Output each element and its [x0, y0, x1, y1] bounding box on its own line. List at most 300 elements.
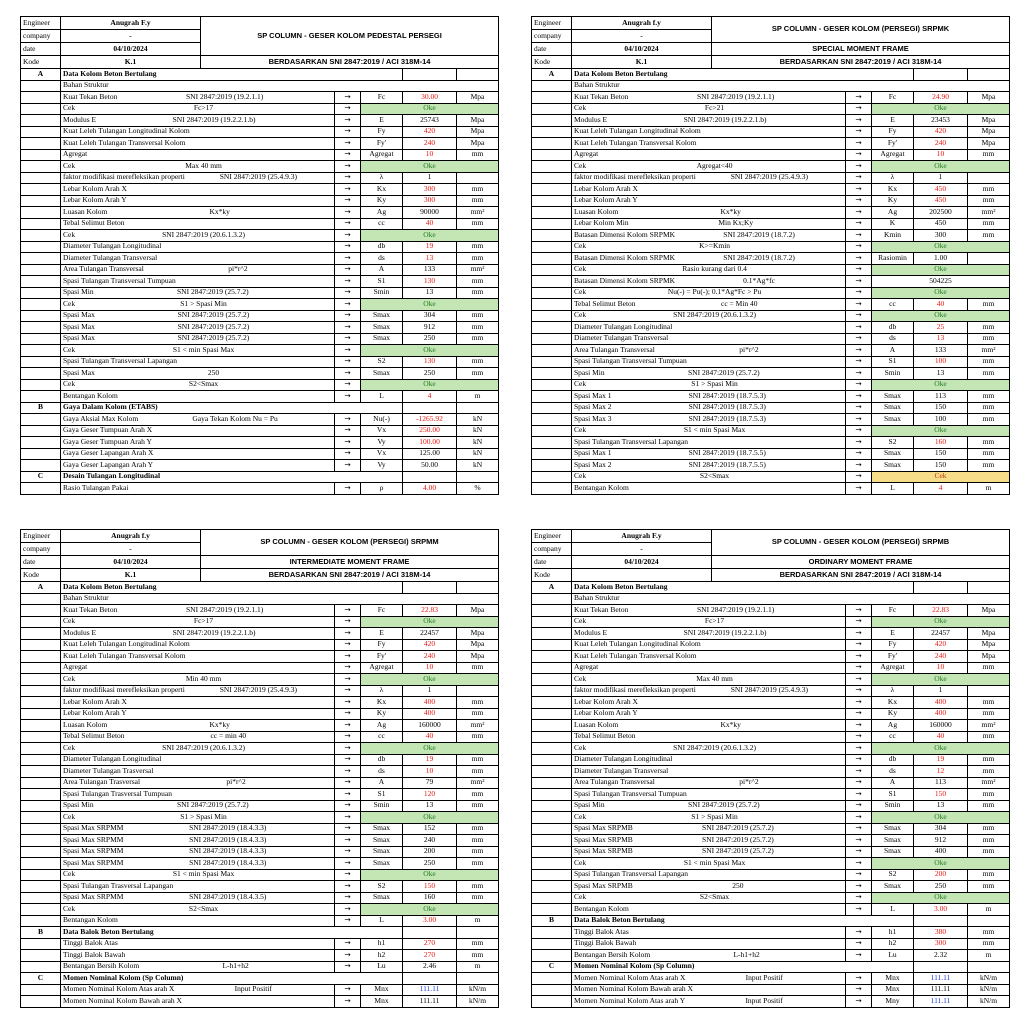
- cell-symbol: Fc: [872, 92, 914, 104]
- arrow-right-icon: →: [335, 743, 361, 755]
- cell-value[interactable]: 420: [403, 639, 457, 651]
- cell-value[interactable]: 4: [914, 483, 968, 495]
- cell-desc: [572, 708, 846, 720]
- desc-formula-wrap: [63, 721, 332, 730]
- row-margin-cell: [21, 674, 61, 686]
- cell-unit: mm: [968, 869, 1010, 881]
- cell-value[interactable]: 19: [403, 241, 457, 253]
- cell-desc: [61, 915, 335, 927]
- empty-value-cell: [403, 471, 457, 483]
- cell-desc: [61, 161, 335, 173]
- cell-desc: [61, 241, 335, 253]
- row-margin-cell: [21, 823, 61, 835]
- worksheet-persegi-srpmk: [531, 16, 1010, 495]
- cell-value[interactable]: 19: [403, 754, 457, 766]
- desc-label: Area Tulangan Transversal: [574, 344, 655, 354]
- check-result-cell: Oke: [361, 161, 499, 173]
- cell-value[interactable]: 30.00: [403, 92, 457, 104]
- company-value[interactable]: -: [61, 543, 201, 556]
- cell-unit: [968, 685, 1010, 697]
- desc-label: Lebar Kolom Arah X: [63, 183, 127, 193]
- cell-desc: [61, 651, 335, 663]
- cell-value[interactable]: 111.11: [914, 996, 968, 1008]
- desc-formula-wrap: [574, 698, 843, 707]
- cell-value[interactable]: 300: [914, 938, 968, 950]
- arrow-right-icon: →: [335, 685, 361, 697]
- row-margin-cell: [532, 448, 572, 460]
- cell-unit: Mpa: [968, 92, 1010, 104]
- data-row: [21, 835, 499, 847]
- desc-formula-wrap: [574, 415, 843, 424]
- section-row: [532, 961, 1010, 973]
- cell-unit: Mpa: [968, 639, 1010, 651]
- engineer-value[interactable]: Anugrah F.y: [61, 17, 201, 30]
- cell-value[interactable]: 400: [914, 708, 968, 720]
- check-row: [21, 161, 499, 173]
- arrow-right-icon: →: [846, 938, 872, 950]
- cell-value[interactable]: 10: [914, 149, 968, 161]
- cell-value[interactable]: 400: [403, 708, 457, 720]
- desc-label: Area Tulangan Transversal: [574, 777, 655, 787]
- cell-value[interactable]: 250.00: [403, 425, 457, 437]
- cell-value[interactable]: 3.00: [403, 915, 457, 927]
- cell-unit: mm: [968, 823, 1010, 835]
- cell-value[interactable]: 40: [914, 731, 968, 743]
- cell-desc: [572, 731, 846, 743]
- arrow-right-icon: →: [846, 662, 872, 674]
- data-row: [21, 881, 499, 893]
- cell-value[interactable]: 130: [403, 276, 457, 288]
- desc-formula-wrap: [63, 104, 332, 113]
- kode-label: Kode: [21, 569, 61, 582]
- cell-unit: mm²: [968, 345, 1010, 357]
- cell-desc: [572, 674, 846, 686]
- cell-value: 1: [403, 685, 457, 697]
- cell-value: 150: [914, 460, 968, 472]
- row-margin-cell: [532, 708, 572, 720]
- cell-value[interactable]: 3.00: [914, 904, 968, 916]
- data-row: [21, 287, 499, 299]
- cell-unit: mm: [457, 846, 499, 858]
- cell-desc: [61, 414, 335, 426]
- company-value[interactable]: -: [572, 30, 712, 43]
- cell-value: 1: [914, 172, 968, 184]
- cell-value[interactable]: 10: [403, 662, 457, 674]
- row-margin-cell: [532, 858, 572, 870]
- check-result-cell: Oke: [361, 103, 499, 115]
- engineer-value[interactable]: Anugrah F.y: [572, 530, 712, 543]
- cell-value[interactable]: 22.83: [914, 605, 968, 617]
- cell-unit: mm: [968, 402, 1010, 414]
- cell-value[interactable]: 25: [914, 322, 968, 334]
- desc-formula-wrap: [63, 732, 332, 741]
- cell-symbol: h1: [872, 927, 914, 939]
- formula-label: 0.1*Ag*fc: [743, 275, 775, 285]
- cell-value[interactable]: 10: [403, 766, 457, 778]
- formula-label: Fc>17: [193, 616, 214, 626]
- cell-desc: [61, 996, 335, 1008]
- cell-symbol: S2: [361, 881, 403, 893]
- row-margin-cell: [532, 835, 572, 847]
- cell-value[interactable]: 10: [403, 149, 457, 161]
- kode-value[interactable]: K.1: [572, 56, 712, 69]
- desc-label: Cek: [63, 298, 76, 308]
- desc-formula-wrap: [63, 629, 332, 638]
- data-row: [532, 437, 1010, 449]
- desc-label: Diameter Tulangan Trasversal: [63, 765, 154, 775]
- formula-label: Min Kx;Ky: [718, 218, 754, 228]
- cell-value: 504225: [872, 276, 1010, 288]
- desc-label: Gaya Aksial Max Kolom: [63, 413, 139, 423]
- cell-value[interactable]: 200: [914, 869, 968, 881]
- cell-desc: [61, 460, 335, 472]
- cell-desc: [61, 230, 335, 242]
- desc-formula-wrap: [574, 369, 843, 378]
- data-row: [21, 823, 499, 835]
- desc-label: faktor modifikasi merefleksikan properti: [574, 172, 696, 182]
- cell-unit: mm: [968, 195, 1010, 207]
- cell-unit: mm: [968, 938, 1010, 950]
- cell-value[interactable]: 240: [403, 651, 457, 663]
- cell-value[interactable]: 400: [914, 697, 968, 709]
- cell-unit: [457, 172, 499, 184]
- cell-desc: [572, 322, 846, 334]
- check-row: [532, 379, 1010, 391]
- kode-value[interactable]: K.1: [61, 56, 201, 69]
- cell-unit: mm²: [968, 207, 1010, 219]
- arrow-right-icon: →: [846, 299, 872, 311]
- section-title: Desain Tulangan Longitudinal: [61, 471, 403, 483]
- cell-symbol: Smax: [872, 846, 914, 858]
- row-margin-cell: [21, 915, 61, 927]
- empty-unit-cell: [457, 471, 499, 483]
- cell-value[interactable]: 270: [403, 938, 457, 950]
- cell-value[interactable]: 240: [914, 138, 968, 150]
- formula-label: SNI 2847:2019 (19.2.1.1): [186, 91, 264, 101]
- check-row: [21, 904, 499, 916]
- date-value[interactable]: 04/10/2024: [61, 43, 201, 56]
- cell-value[interactable]: 120: [403, 789, 457, 801]
- check-row: [21, 103, 499, 115]
- arrow-right-icon: →: [846, 881, 872, 893]
- cell-desc: [572, 973, 846, 985]
- desc-label: Spasi Min: [574, 800, 605, 810]
- data-row: [532, 345, 1010, 357]
- row-margin-cell: [21, 961, 61, 973]
- section-title: Momen Nominal Kolom (Sp Column): [572, 961, 914, 973]
- cell-value[interactable]: 300: [403, 184, 457, 196]
- row-margin-cell: [532, 460, 572, 472]
- data-row: [21, 483, 499, 495]
- section-title: Data Kolom Beton Bertulang: [572, 582, 914, 594]
- desc-label: Cek: [63, 103, 76, 113]
- cell-value[interactable]: 40: [403, 218, 457, 230]
- data-row: [21, 662, 499, 674]
- data-row: [532, 218, 1010, 230]
- date-value[interactable]: 04/10/2024: [572, 556, 712, 569]
- cell-value[interactable]: 13: [914, 333, 968, 345]
- data-row: [21, 628, 499, 640]
- cell-symbol: Ag: [872, 720, 914, 732]
- arrow-right-icon: →: [846, 973, 872, 985]
- cell-value[interactable]: 450: [914, 195, 968, 207]
- cell-value[interactable]: 420: [403, 126, 457, 138]
- cell-value: 2.32: [914, 950, 968, 962]
- cell-symbol: Smax: [361, 835, 403, 847]
- cell-symbol: E: [361, 628, 403, 640]
- cell-value[interactable]: 12: [914, 766, 968, 778]
- desc-formula-wrap: [574, 663, 843, 672]
- row-margin-cell: [532, 846, 572, 858]
- row-margin-cell: [21, 869, 61, 881]
- arrow-right-icon: →: [846, 628, 872, 640]
- arrow-right-icon: →: [335, 230, 361, 242]
- row-margin-cell: [21, 984, 61, 996]
- cell-value[interactable]: 111.11: [403, 984, 457, 996]
- desc-formula-wrap: [63, 882, 332, 891]
- cell-value[interactable]: 100.00: [403, 437, 457, 449]
- cell-value[interactable]: 130: [403, 356, 457, 368]
- data-row: [21, 253, 499, 265]
- desc-formula-wrap: [574, 767, 843, 776]
- cell-desc: [572, 754, 846, 766]
- cell-value[interactable]: 400: [403, 697, 457, 709]
- desc-formula-wrap: [574, 196, 843, 205]
- desc-label: Lebar Kolom Arah Y: [574, 708, 638, 718]
- desc-label: Spasi Max SRPMB: [574, 846, 633, 856]
- cell-desc: [61, 869, 335, 881]
- cell-value[interactable]: -1265.92: [403, 414, 457, 426]
- cell-value: 160000: [403, 720, 457, 732]
- cell-value[interactable]: 150: [403, 881, 457, 893]
- desc-formula-wrap: [574, 334, 843, 343]
- desc-formula-wrap: [574, 951, 843, 960]
- company-value[interactable]: -: [61, 30, 201, 43]
- desc-formula-wrap: [574, 392, 843, 401]
- cell-value: 202500: [914, 207, 968, 219]
- arrow-right-icon: →: [335, 149, 361, 161]
- cell-desc: [572, 846, 846, 858]
- desc-label: Cek: [63, 673, 76, 683]
- data-row: [532, 605, 1010, 617]
- arrow-right-icon: →: [846, 391, 872, 403]
- cell-desc: [572, 651, 846, 663]
- section-letter: A: [21, 582, 61, 594]
- cell-unit: mm²: [457, 777, 499, 789]
- formula-label: SNI 2847:2019 (19.2.2.1.b): [683, 114, 767, 124]
- cell-value: 150: [914, 402, 968, 414]
- cell-desc: [572, 616, 846, 628]
- cell-value[interactable]: 40: [403, 731, 457, 743]
- row-margin-cell: [21, 846, 61, 858]
- desc-formula-wrap: [63, 813, 332, 822]
- cell-value: 50.00: [403, 460, 457, 472]
- desc-formula-wrap: [63, 939, 332, 948]
- cell-value: 1: [403, 172, 457, 184]
- cell-value[interactable]: 380: [914, 927, 968, 939]
- desc-formula-wrap: [574, 162, 843, 171]
- data-row: [21, 368, 499, 380]
- section-letter: C: [21, 471, 61, 483]
- arrow-right-icon: →: [846, 172, 872, 184]
- arrow-right-icon: →: [846, 823, 872, 835]
- cell-unit: Mpa: [968, 651, 1010, 663]
- desc-formula-wrap: [574, 928, 843, 937]
- desc-formula-wrap: [574, 801, 843, 810]
- desc-label: Kuat Leleh Tulangan Transversal Kolom: [63, 137, 186, 147]
- cell-desc: [572, 207, 846, 219]
- cell-value[interactable]: 10: [914, 662, 968, 674]
- formula-label: SNI 2847:2019 (25.7.2): [177, 321, 250, 331]
- check-row: [532, 892, 1010, 904]
- cell-symbol: Fc: [872, 605, 914, 617]
- cell-value[interactable]: 420: [914, 639, 968, 651]
- empty-value-cell: [403, 402, 457, 414]
- row-margin-cell: [21, 241, 61, 253]
- date-value[interactable]: 04/10/2024: [61, 556, 201, 569]
- cell-value[interactable]: 19: [914, 754, 968, 766]
- desc-formula-wrap: [63, 116, 332, 125]
- cell-symbol: Mnx: [361, 984, 403, 996]
- formula-label: SNI 2847:2019 (20.6.1.3.2): [673, 310, 756, 320]
- cell-value[interactable]: 270: [403, 950, 457, 962]
- cell-value[interactable]: 240: [403, 138, 457, 150]
- cell-value[interactable]: 13: [403, 253, 457, 265]
- desc-formula-wrap: [574, 939, 843, 948]
- date-value[interactable]: 04/10/2024: [572, 43, 712, 56]
- arrow-right-icon: →: [846, 685, 872, 697]
- cell-value[interactable]: 24.90: [914, 92, 968, 104]
- cell-symbol: db: [872, 754, 914, 766]
- cell-unit: mm: [457, 754, 499, 766]
- desc-formula-wrap: [63, 698, 332, 707]
- desc-label: Kuat Leleh Tulangan Transversal Kolom: [574, 650, 697, 660]
- cell-value[interactable]: 40: [914, 299, 968, 311]
- cell-desc: [572, 161, 846, 173]
- arrow-right-icon: →: [335, 628, 361, 640]
- desc-formula-wrap: [63, 893, 332, 902]
- cell-value: 23453: [914, 115, 968, 127]
- cell-unit: [968, 253, 1010, 265]
- desc-formula-wrap: [63, 415, 332, 424]
- cell-value: 79: [403, 777, 457, 789]
- row-margin-cell: [532, 789, 572, 801]
- cell-value[interactable]: 420: [914, 126, 968, 138]
- formula-label: SNI 2847:2019 (18.7.5.3): [688, 402, 766, 412]
- cell-value: 160: [403, 892, 457, 904]
- frame-type-subtitle: SPECIAL MOMENT FRAME: [712, 43, 1010, 56]
- row-margin-cell: [21, 425, 61, 437]
- cell-symbol: Mnx: [872, 984, 914, 996]
- cell-unit: Mpa: [457, 138, 499, 150]
- cell-value: 111.11: [914, 984, 968, 996]
- row-margin-cell: [21, 218, 61, 230]
- cell-desc: [572, 425, 846, 437]
- engineer-value[interactable]: Anugrah f.y: [61, 530, 201, 543]
- desc-formula-wrap: [63, 461, 332, 470]
- kode-value[interactable]: K.1: [61, 569, 201, 582]
- cell-unit: Mpa: [968, 126, 1010, 138]
- desc-label: Tebal Selimut Beton: [63, 731, 125, 741]
- desc-label: Cek: [574, 160, 587, 170]
- check-result-cell: Oke: [872, 674, 1010, 686]
- cell-value[interactable]: 100: [914, 356, 968, 368]
- cell-value[interactable]: 111.11: [914, 973, 968, 985]
- cell-value[interactable]: 300: [403, 195, 457, 207]
- cell-value[interactable]: 160: [914, 437, 968, 449]
- cell-symbol: Lu: [361, 961, 403, 973]
- formula-label: SNI 2847:2019 (25.7.2): [687, 800, 760, 810]
- desc-label: Luasan Kolom: [574, 206, 619, 216]
- cell-symbol: Fc: [361, 92, 403, 104]
- arrow-right-icon: →: [846, 115, 872, 127]
- cell-symbol: h1: [361, 938, 403, 950]
- cell-desc: [61, 685, 335, 697]
- cell-value[interactable]: 450: [914, 184, 968, 196]
- arrow-right-icon: →: [846, 184, 872, 196]
- plain-row: [21, 593, 499, 605]
- arrow-right-icon: →: [335, 345, 361, 357]
- desc-label: Batasan Dimensi Kolom SRPMK: [574, 229, 676, 239]
- desc-label: Agregat: [63, 149, 88, 159]
- arrow-right-icon: →: [846, 103, 872, 115]
- date-label: date: [21, 43, 61, 56]
- arrow-right-icon: →: [335, 333, 361, 345]
- cell-value[interactable]: 4.00: [403, 483, 457, 495]
- data-row: [21, 356, 499, 368]
- desc-label: Spasi Tulangan Transversal Tumpuan: [63, 275, 176, 285]
- kode-value[interactable]: [572, 569, 712, 582]
- check-row: [532, 743, 1010, 755]
- engineer-value[interactable]: Anugrah f.y: [572, 17, 712, 30]
- data-row: [21, 708, 499, 720]
- empty-value-cell: [403, 927, 457, 939]
- cell-value[interactable]: 4: [403, 391, 457, 403]
- data-row: [21, 754, 499, 766]
- cell-value: 912: [403, 322, 457, 334]
- worksheet-persegi-srpmm: [20, 529, 499, 1008]
- row-margin-cell: [21, 207, 61, 219]
- desc-formula-wrap: [574, 974, 843, 983]
- cell-desc: [61, 777, 335, 789]
- desc-formula-wrap: [63, 790, 332, 799]
- cell-value[interactable]: 150: [914, 789, 968, 801]
- formula-label: Fc>17: [193, 103, 214, 113]
- arrow-right-icon: →: [846, 605, 872, 617]
- cell-value[interactable]: 22.83: [403, 605, 457, 617]
- desc-label: Cek: [574, 892, 587, 902]
- data-row: [532, 766, 1010, 778]
- section-row: [21, 471, 499, 483]
- data-row: [21, 639, 499, 651]
- cell-unit: mm: [457, 708, 499, 720]
- data-row: [21, 322, 499, 334]
- cell-desc: [61, 743, 335, 755]
- company-value[interactable]: -: [572, 543, 712, 556]
- desc-label: Bentangan Kolom: [63, 390, 118, 400]
- arrow-right-icon: →: [335, 138, 361, 150]
- data-row: [532, 207, 1010, 219]
- cell-value[interactable]: 240: [914, 651, 968, 663]
- desc-formula-wrap: [574, 755, 843, 764]
- cell-unit: mm: [968, 322, 1010, 334]
- data-row: [21, 697, 499, 709]
- desc-formula-wrap: [63, 640, 332, 649]
- row-margin-cell: [21, 766, 61, 778]
- data-row: [21, 448, 499, 460]
- empty-unit-cell: [457, 69, 499, 81]
- row-margin-cell: [21, 996, 61, 1008]
